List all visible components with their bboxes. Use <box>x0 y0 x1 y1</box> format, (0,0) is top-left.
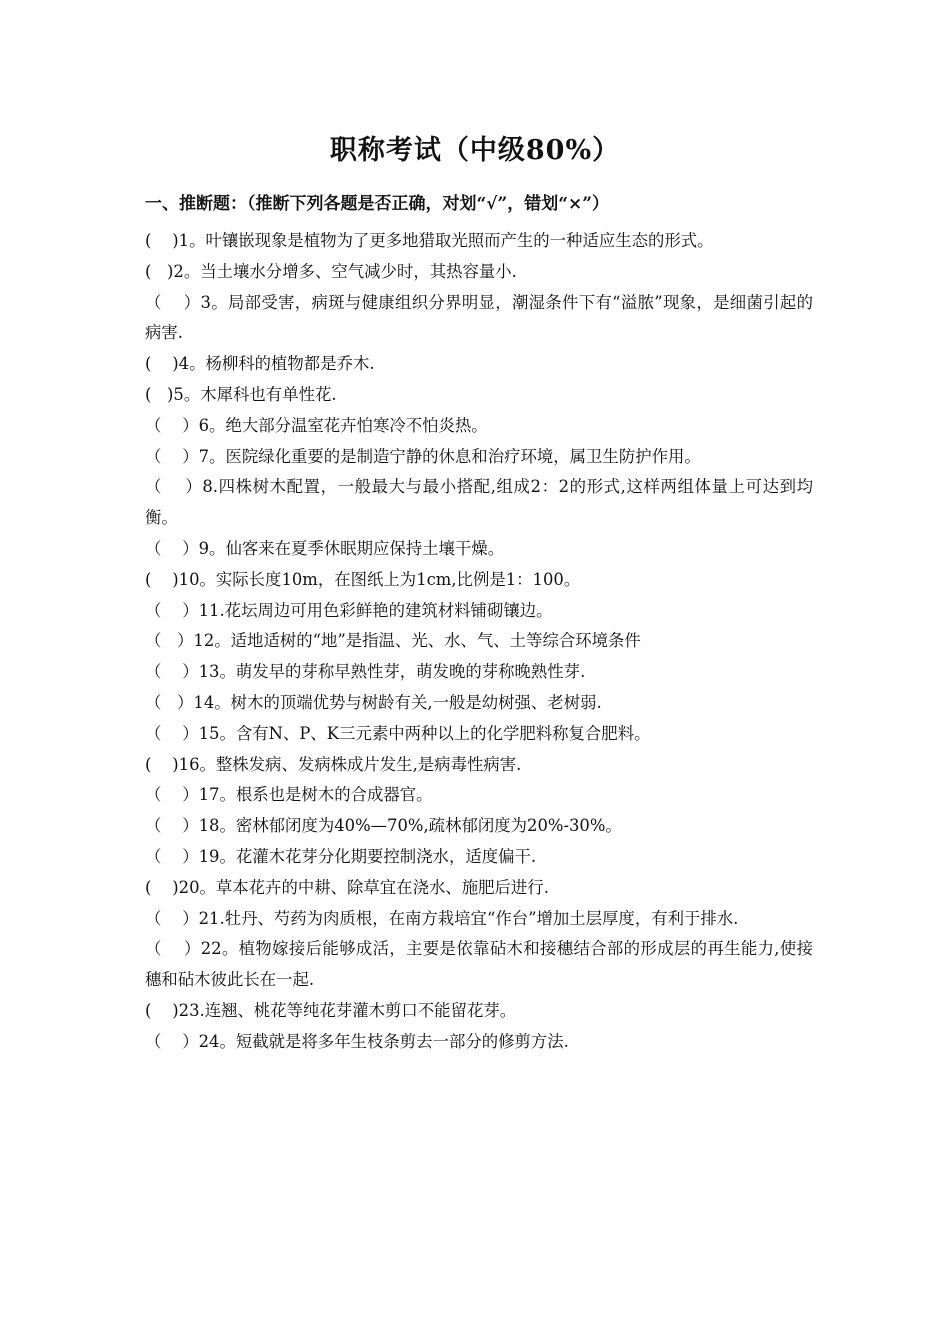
question-item <box>145 442 813 473</box>
question-text: 11.花坛周边可用色彩鲜艳的建筑材料铺砌镶边。 <box>198 600 553 620</box>
question-text: 1。叶镶嵌现象是植物为了更多地猎取光照而产生的一种适应生态的形式。 <box>178 231 714 250</box>
question-item <box>145 565 813 596</box>
question-item <box>145 596 813 627</box>
question-text: 14。树木的顶端优势与树龄有关,一般是幼树强、老树弱. <box>193 692 602 712</box>
question-item <box>145 811 813 842</box>
answer-blank: （ ） <box>145 292 201 312</box>
question-item <box>145 288 813 350</box>
answer-blank: ( ) <box>145 261 174 281</box>
question-text: 19。花灌木花芽分化期要控制浇水，适度偏干. <box>198 846 537 866</box>
question-text: 4。杨柳科的植物都是乔木. <box>178 354 375 374</box>
question-item <box>145 904 813 935</box>
question-item <box>145 873 813 904</box>
answer-blank: （ ） <box>145 816 199 836</box>
question-text: 5。木犀科也有单性花. <box>173 384 337 404</box>
answer-blank: （ ） <box>145 785 199 805</box>
page-title: 职称考试（中级80%） <box>329 135 621 166</box>
answer-blank: （ ） <box>145 692 194 712</box>
answer-blank: （ ） <box>145 939 201 959</box>
section-heading: 一、推断题：（推断下列各题是否正确，对划“√”，错划“×”） <box>145 194 610 214</box>
answer-blank: ( ) <box>145 354 179 374</box>
answer-blank: （ ） <box>145 908 199 928</box>
question-text: 20。草本花卉的中耕、除草宜在浇水、施肥后进行. <box>178 877 549 897</box>
answer-blank: （ ） <box>145 415 199 435</box>
answer-blank: ( ) <box>145 384 174 404</box>
answer-blank: （ ） <box>145 846 199 866</box>
answer-blank: （ ） <box>145 662 199 682</box>
question-text: 10。实际长度10m，在图纸上为1cm,比例是1：100。 <box>178 569 581 589</box>
answer-blank: （ ） <box>145 723 199 743</box>
question-item <box>145 1027 813 1058</box>
question-item <box>145 472 813 534</box>
question-item <box>145 380 813 411</box>
answer-blank: ( ) <box>145 877 179 897</box>
question-text: 6。绝大部分温室花卉怕寒冷不怕炎热。 <box>198 415 488 435</box>
question-text: 9。仙客来在夏季休眠期应保持土壤干燥。 <box>198 538 505 558</box>
question-text: 24。短截就是将多年生枝条剪去一部分的修剪方法. <box>198 1031 569 1051</box>
question-text: 13。萌发早的芽称早熟性芽，萌发晚的芽称晚熟性芽. <box>198 662 586 682</box>
answer-blank: （ ） <box>145 631 194 651</box>
question-text: 7。医院绿化重要的是制造宁静的休息和治疗环境，属卫生防护作用。 <box>198 446 701 466</box>
question-text: 17。根系也是树木的合成器官。 <box>198 785 433 805</box>
answer-blank: （ ） <box>145 538 199 558</box>
question-item <box>145 534 813 565</box>
question-item <box>145 688 813 719</box>
answer-blank: （ ） <box>145 477 203 497</box>
question-item <box>145 750 813 781</box>
question-list <box>145 226 813 1058</box>
question-item <box>145 780 813 811</box>
question-text: 15。含有N、P、K三元素中两种以上的化学肥料称复合肥料。 <box>198 723 651 743</box>
question-item <box>145 719 813 750</box>
question-item <box>145 626 813 657</box>
question-item <box>145 349 813 380</box>
question-item <box>145 996 813 1027</box>
question-text: 3。局部受害，病斑与健康组织分界明显，潮湿条件下有“溢脓”现象，是细菌引起的病害. <box>145 292 814 343</box>
question-text: 8.四株树木配置，一般最大与最小搭配,组成2：2的形式,这样两组体量上可达到均衡。 <box>145 477 813 528</box>
question-item <box>145 934 813 996</box>
question-item <box>145 842 813 873</box>
question-item <box>145 411 813 442</box>
question-text: 21.牡丹、芍药为肉质根，在南方栽培宜“作台”增加土层厚度，有利于排水. <box>198 908 739 928</box>
question-text: 18。密林郁闭度为40%—70%,疏林郁闭度为20%-30%。 <box>198 816 622 836</box>
answer-blank: （ ） <box>145 600 199 620</box>
answer-blank: （ ） <box>145 446 199 466</box>
answer-blank: （ ） <box>145 1031 199 1051</box>
question-item <box>145 226 813 257</box>
question-item <box>145 257 813 288</box>
answer-blank: ( ) <box>145 754 179 774</box>
question-text: 12。适地适树的“地”是指温、光、水、气、土等综合环境条件 <box>193 631 641 651</box>
answer-blank: ( ) <box>145 231 179 250</box>
question-text: 16。整株发病、发病株成片发生,是病毒性病害. <box>178 754 522 774</box>
answer-blank: ( ) <box>145 1000 179 1020</box>
question-text: 2。当土壤水分增多、空气减少时，其热容量小. <box>173 261 517 281</box>
answer-blank: ( ) <box>145 569 179 589</box>
question-text: 23.连翘、桃花等纯花芽灌木剪口不能留花芽。 <box>178 1000 517 1020</box>
question-item <box>145 657 813 688</box>
question-text: 22。植物嫁接后能够成活，主要是依靠砧木和接穗结合部的形成层的再生能力,使接穗和砧木彼此长在一起. <box>145 939 813 990</box>
